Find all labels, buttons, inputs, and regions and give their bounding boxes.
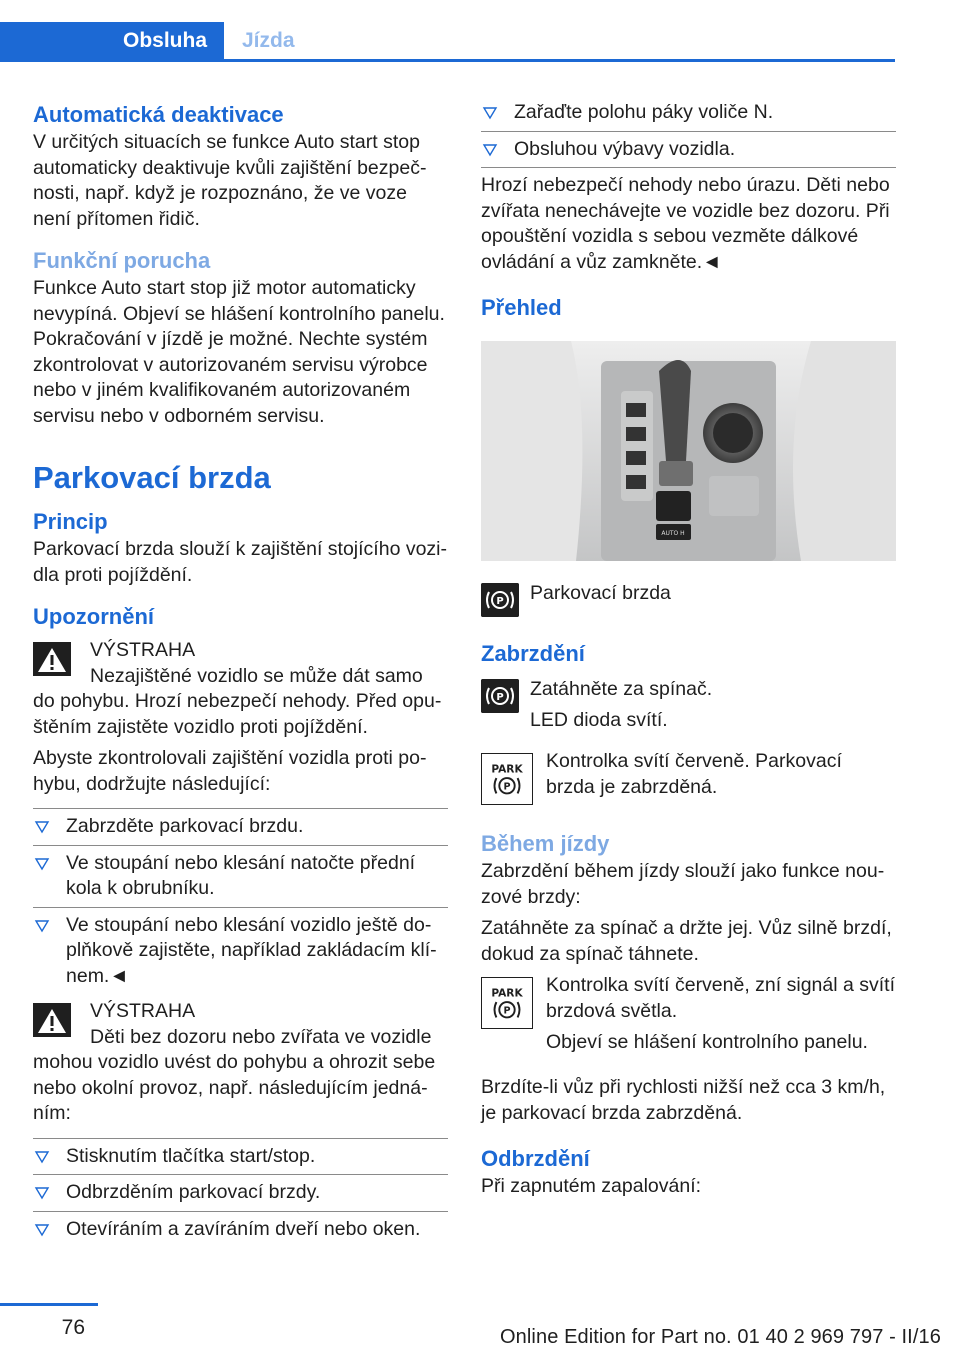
list-item: Ve stoupání nebo klesání natočte přední kola k obrubníku. xyxy=(33,851,448,902)
bullet-list-2 xyxy=(33,1138,448,1243)
bullet-triangle-icon xyxy=(33,854,51,872)
list-item: Otevíráním a zavíráním dveří nebo oken. xyxy=(33,1217,448,1243)
svg-text:PARK: PARK xyxy=(491,763,523,776)
list-item: Stisknutím tlačítka start/stop. xyxy=(33,1144,448,1170)
list-item: Ve stoupání nebo klesání vozidlo ještě do-plňkově zajistěte, například zakládacím klí-nem.◄ xyxy=(33,913,448,990)
bullet-triangle-icon xyxy=(33,817,51,835)
indicator-text-1: Kontrolka svítí červeně. Parkovací brzda je zabrzděná. xyxy=(546,750,842,798)
paragraph-check-securing: Abyste zkontrolovali zajištění vozidla proti po-hybu, dodržujte následující: xyxy=(33,747,427,795)
tab-obsluha[interactable]: Obsluha xyxy=(0,22,224,60)
caption-row xyxy=(481,579,896,625)
bullet-triangle-icon xyxy=(33,916,51,934)
apply-step-pull: Zatáhněte za spínač. xyxy=(530,678,713,700)
bullet-triangle-icon xyxy=(33,1183,51,1201)
paragraph-automatic-deactivation: V určitých situacích se funkce Auto start stop automaticky deaktivuje kvůli zajištění bezpeč-nosti, např. když je rozpoznáno, že ve voze není přítomen řidič. xyxy=(33,131,427,230)
bullet-triangle-icon xyxy=(33,1220,51,1238)
page-number: 76 xyxy=(61,1316,85,1339)
apply-steps xyxy=(481,675,896,735)
right-column xyxy=(481,100,896,1200)
heading-overview: Přehled xyxy=(481,295,562,320)
list-item: Odbrzděním parkovací brzdy. xyxy=(33,1180,448,1206)
heading-apply: Zabrzdění xyxy=(481,641,585,666)
parking-brake-switch-icon xyxy=(481,583,519,617)
indicator-row-1 xyxy=(481,749,896,811)
warning-text: Nezajištěné vozidlo se může dát samo do pohybu. Hrozí nebezpečí nehody. Před opu-štěním zajistěte vozidlo proti pojíždění. xyxy=(33,664,442,738)
heading-while-driving: Během jízdy xyxy=(481,831,610,856)
heading-principle: Princip xyxy=(33,509,108,534)
paragraph-while-driving-1: Zabrzdění během jízdy slouží jako funkce nou-zové brzdy: xyxy=(481,860,885,908)
park-indicator-icon xyxy=(481,753,533,805)
paragraph-release: Při zapnutém zapalování: xyxy=(481,1175,702,1197)
bullet-triangle-icon xyxy=(481,140,499,158)
paragraph-while-driving-2: Zatáhněte za spínač a držte jej. Vůz silně brzdí, dokud za spínač táhnete. xyxy=(481,917,892,965)
list-item: Zabrzděte parkovací brzdu. xyxy=(33,814,448,840)
photo-caption: Parkovací brzda xyxy=(530,582,671,604)
indicator-text-2a: Kontrolka svítí červeně, zní signál a svítí brzdová světla. xyxy=(546,974,895,1022)
bullet-list-1 xyxy=(33,808,448,989)
svg-text:P: P xyxy=(496,692,504,703)
warning-title: VÝSTRAHA xyxy=(90,1000,196,1022)
apply-step-led: LED dioda svítí. xyxy=(530,708,668,731)
left-column xyxy=(33,100,448,1242)
heading-release: Odbrzdění xyxy=(481,1146,590,1171)
warning-block-2 xyxy=(33,999,448,1127)
tab-jizda[interactable]: Jízda xyxy=(242,29,295,52)
list-item: Obsluhou výbavy vozidla. xyxy=(481,137,896,163)
warning-title: VÝSTRAHA xyxy=(90,639,196,661)
header xyxy=(0,0,895,62)
autoh-button-label: AUTO H xyxy=(661,530,685,537)
svg-text:P: P xyxy=(496,596,504,607)
paragraph-low-speed: Brzdíte-li vůz při rychlosti nižší než cca 3 km/h, je parkovací brzda zabrzděná. xyxy=(481,1076,886,1124)
center-console-photo xyxy=(481,341,896,561)
bullet-triangle-icon xyxy=(33,1147,51,1165)
parking-brake-switch-icon xyxy=(481,679,519,713)
paragraph-principle: Parkovací brzda slouží k zajištění stojícího vozi-dla proti pojíždění. xyxy=(33,538,448,586)
warning-triangle-icon xyxy=(33,1003,71,1037)
heading-parking-brake: Parkovací brzda xyxy=(33,460,271,495)
footer-divider xyxy=(0,1303,98,1306)
paragraph-danger: Hrozí nebezpečí nehody nebo úrazu. Děti nebo zvířata nenechávejte ve vozidle bez dozoru. Při opouštění vozidla s sebou vezměte dálkové ovládání a vůz zamkněte.◄ xyxy=(481,174,890,273)
indicator-text-2b: Objeví se hlášení kontrolního panelu. xyxy=(546,1031,868,1053)
heading-notes: Upozornění xyxy=(33,604,154,629)
console-illustration xyxy=(481,341,896,561)
paragraph-malfunction: Funkce Auto start stop již motor automaticky nevypíná. Objeví se hlášení kontrolního panelu. Pokračování v jízdě je možné. Nechte systém zkontrolovat v autorizovaném servisu výrobce nebo v jiném kvalifikovaném autorizovaném servisu nebo v odborném servisu. xyxy=(33,277,445,427)
list-item: Zařaďte polohu páky voliče N. xyxy=(481,100,896,126)
heading-malfunction: Funkční porucha xyxy=(33,248,211,273)
warning-triangle-icon xyxy=(33,642,71,676)
heading-automatic-deactivation: Automatická deaktivace xyxy=(33,102,284,127)
svg-text:P: P xyxy=(503,781,511,793)
edition-note: Online Edition for Part no. 01 40 2 969 797 - II/16 xyxy=(500,1326,941,1348)
bullet-triangle-icon xyxy=(481,103,499,121)
svg-text:PARK: PARK xyxy=(491,987,523,1000)
warning-block-1 xyxy=(33,638,448,740)
indicator-row-2 xyxy=(481,973,896,1061)
park-indicator-icon xyxy=(481,977,533,1029)
header-divider xyxy=(0,59,895,62)
warning-text: Děti bez dozoru nebo zvířata ve vozidle mohou vozidlo uvést do pohybu a ohrozit sebe nebo okolní provoz, např. následujícím jedná-ním: xyxy=(33,1025,436,1124)
bullet-list-3 xyxy=(481,100,896,168)
svg-text:P: P xyxy=(503,1005,511,1017)
